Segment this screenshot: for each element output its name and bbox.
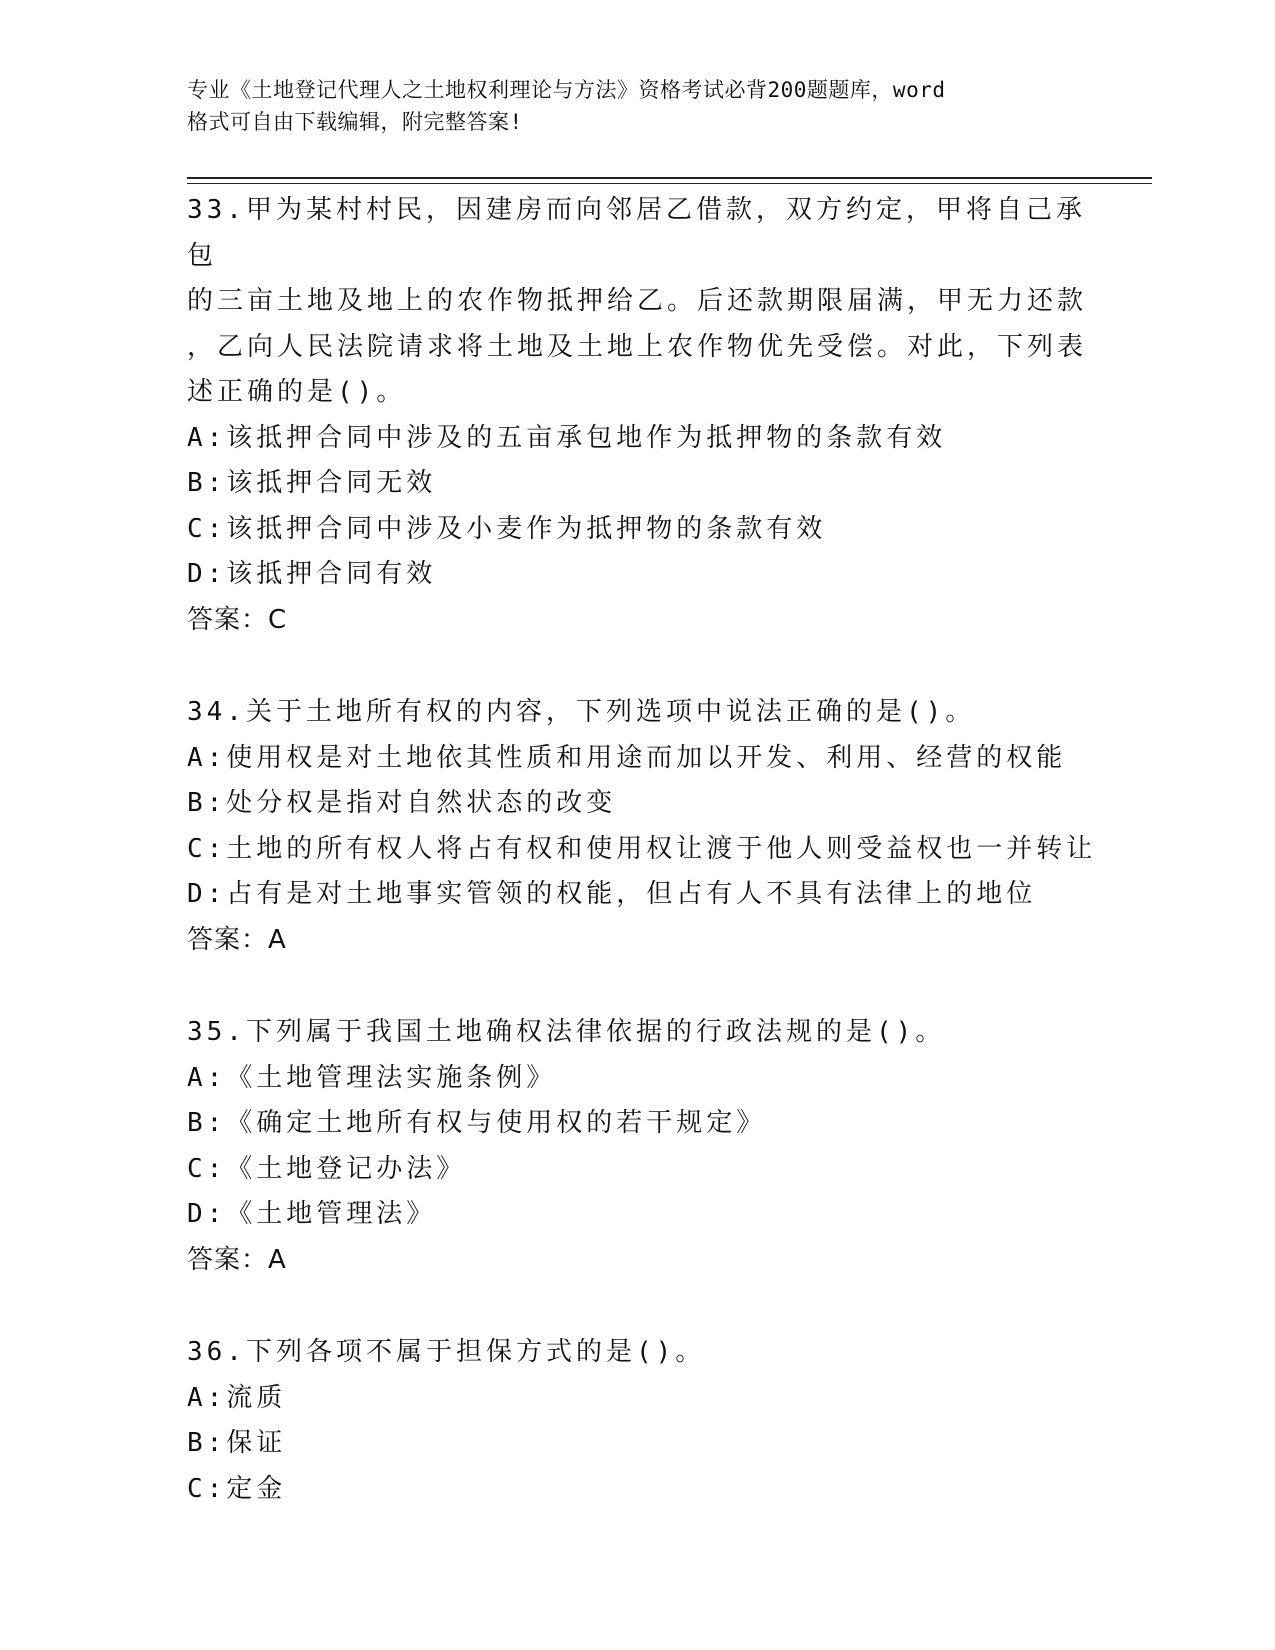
question-35 — [187, 1010, 1087, 1283]
question-spacer — [187, 963, 1087, 1010]
option-c: C:土地的所有权人将占有权和使用权让渡于他人则受益权也一并转让 — [187, 833, 1097, 864]
question-stem-line: ，乙向人民法院请求将土地及土地上农作物优先受偿。对此，下列表 — [187, 331, 1088, 362]
question-stem-line: 35.下列属于我国土地确权法律依据的行政法规的是()。 — [187, 1017, 946, 1047]
question-stem-line: 36.下列各项不属于担保方式的是()。 — [187, 1337, 706, 1367]
header-divider-thick — [187, 177, 1152, 179]
question-spacer — [187, 1283, 1087, 1330]
question-stem-line: 34.关于土地所有权的内容，下列选项中说法正确的是()。 — [187, 697, 976, 727]
option-b: B:保证 — [187, 1428, 287, 1458]
header-line-2: 格式可自由下载编辑，附完整答案! — [187, 110, 523, 134]
question-stem-line: 述正确的是()。 — [187, 377, 407, 407]
option-b: B:处分权是指对自然状态的改变 — [187, 788, 617, 818]
option-c: C:定金 — [187, 1473, 287, 1504]
option-b: B:《确定土地所有权与使用权的若干规定》 — [187, 1108, 767, 1138]
option-c: C:《土地登记办法》 — [187, 1153, 467, 1184]
answer-line: 答案：A — [187, 924, 287, 955]
question-spacer — [187, 643, 1087, 690]
option-a: A:该抵押合同中涉及的五亩承包地作为抵押物的条款有效 — [187, 422, 947, 453]
question-stem-line: 的三亩土地及地上的农作物抵押给乙。后还款期限届满，甲无力还款 — [187, 286, 1088, 316]
question-36 — [187, 1330, 1087, 1512]
document-header — [187, 74, 1067, 138]
answer-line: 答案：A — [187, 1244, 287, 1275]
header-line-1: 专业《土地登记代理人之土地权利理论与方法》资格考试必背200题题库，word — [187, 78, 946, 102]
option-a: A:使用权是对土地依其性质和用途而加以开发、利用、经营的权能 — [187, 742, 1067, 773]
option-d: D:该抵押合同有效 — [187, 559, 437, 589]
answer-line: 答案：C — [187, 604, 288, 635]
question-list — [187, 188, 1097, 1512]
question-34 — [187, 690, 1097, 963]
option-d: D:占有是对土地事实管领的权能，但占有人不具有法律上的地位 — [187, 879, 1037, 909]
option-c: C:该抵押合同中涉及小麦作为抵押物的条款有效 — [187, 513, 827, 544]
option-d: D:《土地管理法》 — [187, 1199, 437, 1229]
option-a: A:《土地管理法实施条例》 — [187, 1062, 557, 1093]
option-b: B:该抵押合同无效 — [187, 468, 437, 498]
option-a: A:流质 — [187, 1382, 287, 1413]
question-stem-line: 33.甲为某村村民，因建房而向邻居乙借款，双方约定，甲将自己承包 — [187, 195, 1086, 271]
question-33 — [187, 188, 1087, 643]
header-divider-thin — [187, 183, 1152, 184]
